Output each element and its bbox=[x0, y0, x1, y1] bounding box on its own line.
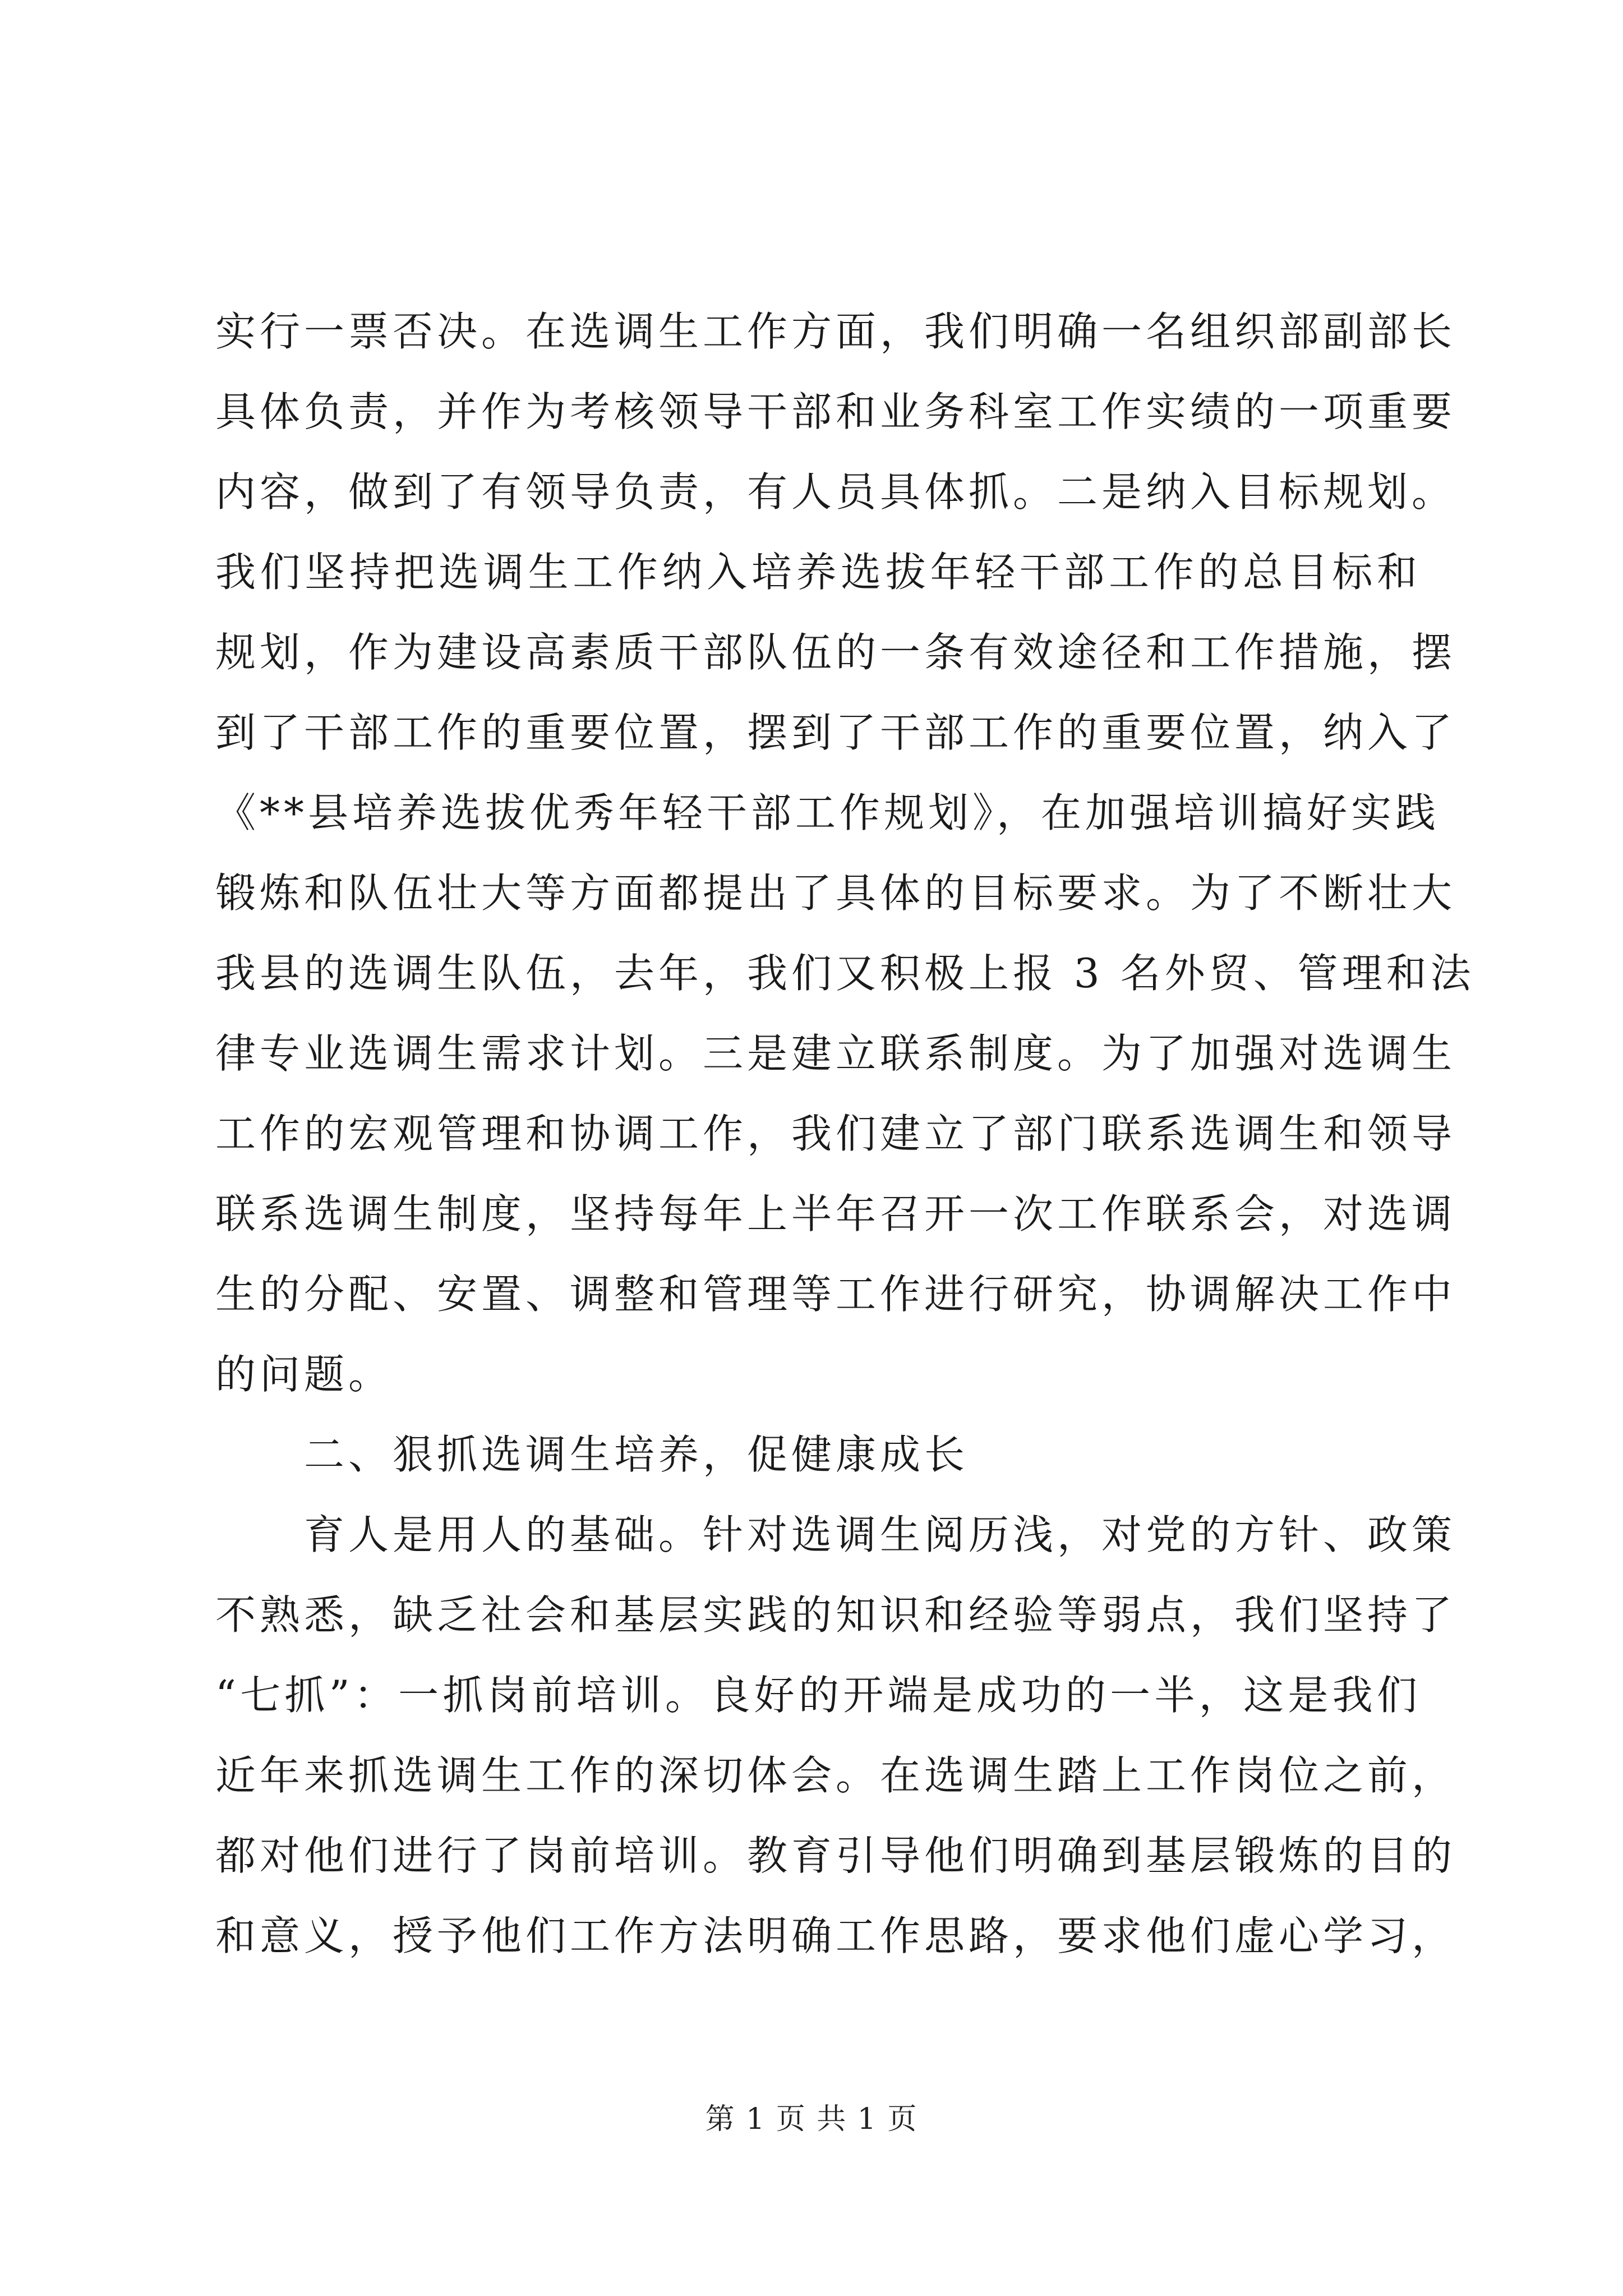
paragraph-line: 到了干部工作的重要位置，摆到了干部工作的重要位置，纳入了 bbox=[215, 709, 1456, 756]
paragraph-line: 我们坚持把选调生工作纳入培养选拔年轻干部工作的总目标和 bbox=[215, 549, 1421, 596]
paragraph-line: 育人是用人的基础。针对选调生阅历浅，对党的方针、政策 bbox=[304, 1511, 1456, 1558]
paragraph-line: 律专业选调生需求计划。三是建立联系制度。为了加强对选调生 bbox=[215, 1030, 1456, 1077]
paragraph-line: 我县的选调生队伍，去年，我们又积极上报 3 名外贸、管理和法 bbox=[215, 950, 1475, 997]
paragraph-line: 不熟悉，缺乏社会和基层实践的知识和经验等弱点，我们坚持了 bbox=[215, 1591, 1456, 1639]
document-body bbox=[215, 292, 1475, 1976]
paragraph-line: 的问题。 bbox=[215, 1351, 393, 1398]
page-number-footer: 第 1 页 共 1 页 bbox=[705, 2102, 918, 2136]
paragraph-line: 规划，作为建设高素质干部队伍的一条有效途径和工作措施，摆 bbox=[215, 629, 1456, 676]
paragraph-line: 具体负责，并作为考核领导干部和业务科室工作实绩的一项重要 bbox=[215, 388, 1456, 435]
paragraph-line: 内容，做到了有领导负责，有人员具体抓。二是纳入目标规划。 bbox=[215, 468, 1456, 516]
paragraph-line: 生的分配、安置、调整和管理等工作进行研究，协调解决工作中 bbox=[215, 1271, 1456, 1318]
paragraph-line: 工作的宏观管理和协调工作，我们建立了部门联系选调生和领导 bbox=[215, 1110, 1456, 1157]
paragraph-line: 联系选调生制度，坚持每年上半年召开一次工作联系会，对选调 bbox=[215, 1190, 1456, 1237]
section-heading: 二、狠抓选调生培养，促健康成长 bbox=[304, 1431, 969, 1478]
paragraph-line: 和意义，授予他们工作方法明确工作思路，要求他们虚心学习， bbox=[215, 1912, 1456, 1959]
paragraph-line: 实行一票否决。在选调生工作方面，我们明确一名组织部副部长 bbox=[215, 308, 1456, 355]
paragraph-line: “七抓”：一抓岗前培训。良好的开端是成功的一半，这是我们 bbox=[215, 1672, 1421, 1719]
paragraph-line: 近年来抓选调生工作的深切体会。在选调生踏上工作岗位之前， bbox=[215, 1752, 1456, 1799]
paragraph-line: 《**县培养选拔优秀年轻干部工作规划》，在加强培训搞好实践 bbox=[215, 789, 1440, 836]
paragraph-line: 锻炼和队伍壮大等方面都提出了具体的目标要求。为了不断壮大 bbox=[215, 869, 1456, 917]
paragraph-line: 都对他们进行了岗前培训。教育引导他们明确到基层锻炼的目的 bbox=[215, 1832, 1456, 1879]
